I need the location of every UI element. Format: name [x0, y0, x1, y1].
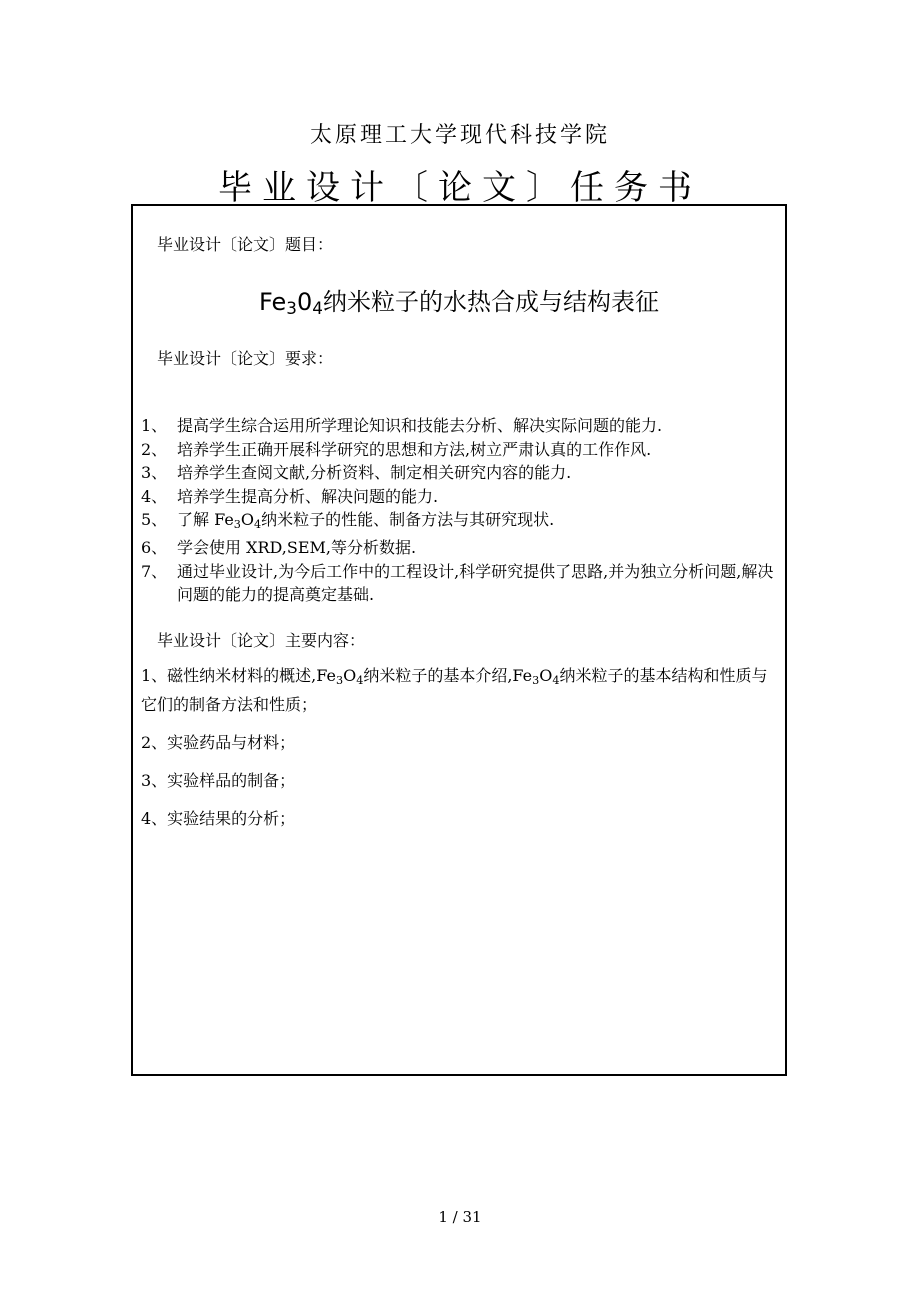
item-number: 5、 [141, 510, 168, 529]
topic-prefix: Fe [259, 288, 287, 316]
content-text: 纳米粒子的基本介绍,Fe [363, 666, 533, 685]
item-text: 提高学生综合运用所学理论知识和技能去分析、解决实际问题的能力. [177, 416, 663, 435]
item-sub: 3 [233, 517, 241, 531]
item-text: 学会使用 XRD,SEM,等分析数据. [177, 538, 417, 558]
page-number: 1 / 31 [438, 1208, 482, 1226]
topic-sub-3: 3 [286, 298, 297, 319]
item-number: 1、 [141, 416, 168, 435]
requirements-label: 毕业设计〔论文〕要求： [157, 349, 334, 368]
item-text-o: O [240, 510, 255, 529]
main-content [141, 664, 781, 845]
item-text: 培养学生查阅文献,分析资料、制定相关研究内容的能力. [177, 463, 572, 482]
list-item [141, 438, 781, 462]
content-sub: 3 [335, 673, 344, 687]
content-item-1 [141, 664, 781, 717]
content-item-4: 4、实验结果的分析； [141, 808, 296, 828]
content-text: 1、磁性纳米材料的概述,Fe [141, 666, 336, 685]
content-text: 纳米粒子的基本结构和性质与它们的制备方法和性质； [141, 666, 768, 714]
content-text: O [539, 666, 553, 685]
item-text-post: 纳米粒子的性能、制备方法与其研究现状. [261, 510, 555, 529]
thesis-topic [133, 282, 785, 318]
content-label: 毕业设计〔论文〕主要内容： [157, 631, 366, 650]
requirements-list [141, 414, 781, 607]
item-sub: 4 [254, 517, 262, 531]
item-number: 6、 [141, 538, 168, 558]
item-text: 培养学生提高分析、解决问题的能力. [177, 486, 439, 506]
topic-sub-4: 4 [312, 298, 323, 319]
item-number: 4、 [141, 486, 168, 506]
list-item [141, 414, 781, 438]
item-number: 7、 [141, 561, 168, 581]
item-number: 2、 [141, 439, 168, 459]
topic-rest: 纳米粒子的水热合成与结构表征 [322, 288, 659, 316]
item-number: 3、 [141, 463, 168, 482]
content-sub: 3 [532, 673, 540, 687]
item-text: 培养学生正确开展科学研究的思想和方法,树立严肃认真的工作作风. [177, 439, 652, 459]
content-text: O [343, 666, 357, 685]
list-item [141, 508, 781, 536]
school-name: 太原理工大学现代科技学院 [309, 123, 610, 148]
list-item [141, 485, 781, 509]
task-form-frame [131, 204, 787, 1076]
content-sub: 4 [552, 673, 560, 687]
content-item-2: 2、实验药品与材料； [141, 732, 296, 752]
list-item [141, 560, 781, 607]
topic-label: 毕业设计〔论文〕题目： [157, 235, 334, 254]
topic-mid: 0 [296, 288, 313, 316]
list-item [141, 461, 781, 485]
content-item-3: 3、实验样品的制备； [141, 770, 296, 790]
list-item [141, 536, 781, 560]
content-sub: 4 [356, 673, 364, 687]
item-text-pre: 了解 Fe [177, 510, 234, 529]
item-text: 通过毕业设计,为今后工作中的工程设计,科学研究提供了思路,并为独立分析问题,解决问题的能力的提高奠定基础. [177, 561, 774, 605]
document-title: 毕业设计〔论文〕任务书 [218, 168, 702, 208]
